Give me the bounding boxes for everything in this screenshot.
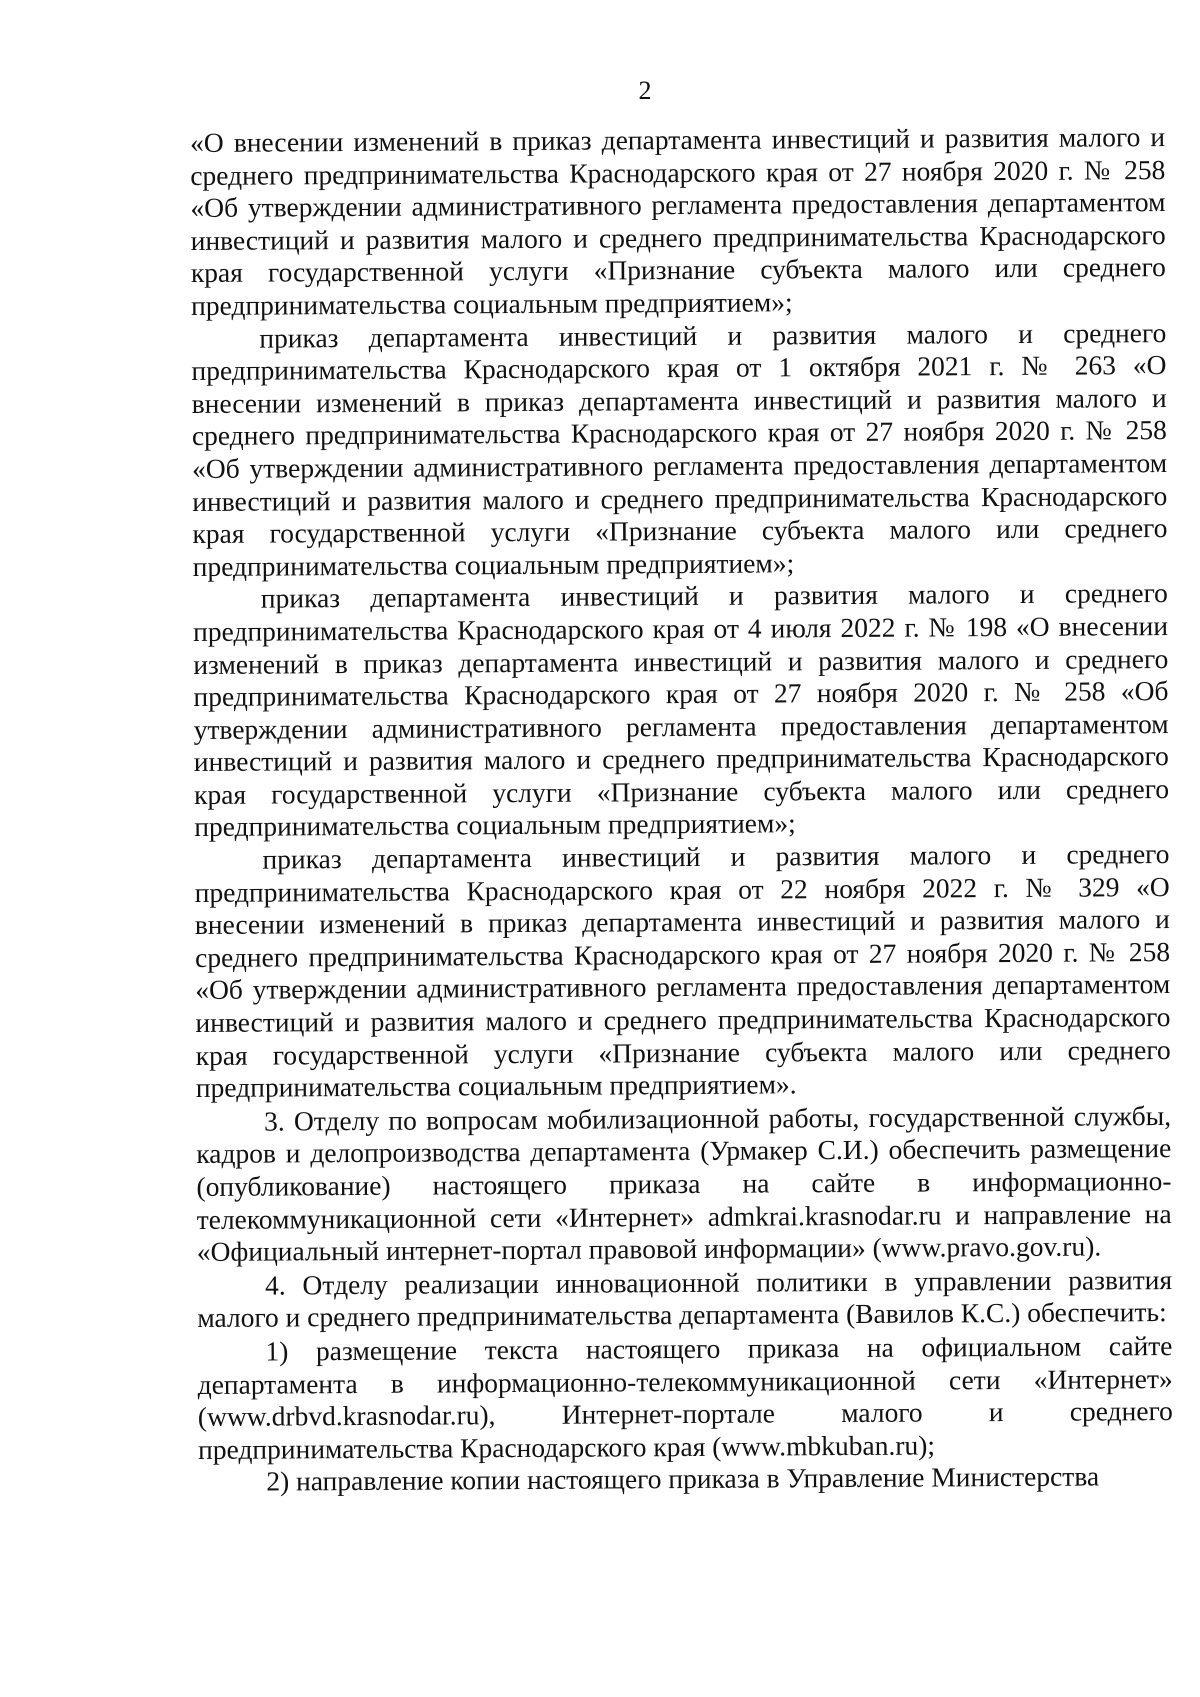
paragraph-continuation: «О внесении изменений в приказ департамента инвестиций и развития малого и среднего предпринимательства Краснодарского края от 27 ноября 2020 г. № 258 «Об утверждении административного регламента предоставления департаментом инвестиций и развития малого и среднего предпринимательства Краснодарского края государственной услуги «Признание субъекта малого или среднего предпринимательства социальным предприятием»; (190, 121, 1166, 321)
paragraph-item-3: 3. Отделу по вопросам мобилизационной работы, государственной службы, кадров и делопроизводства департамента (Урмакер С.И.) обеспечить размещение (опубликование) настоящего приказа на сайте в информационно-телекоммуникационной сети «Интернет» admkrai.krasnodar.ru и направление на «Официальный интернет-портал правовой информации» (www.pravo.gov.ru). (196, 1099, 1172, 1268)
page-number: 2 (638, 76, 652, 105)
paragraph-item-4: 4. Отделу реализации инновационной политики в управлении развития малого и среднего предпринимательства департамента (Вавилов К.С.) обеспечить: (197, 1263, 1173, 1334)
paragraph-subitem-1: 1) размещение текста настоящего приказа на официальном сайте департамента в информационно-телекоммуникационной сети «Интернет» (www.drbvd.krasnodar.ru), Интернет-портале малого и среднего предпринимательства Краснодарского края (www.mbkuban.ru); (197, 1329, 1173, 1465)
paragraph-order-263: приказ департамента инвестиций и развития малого и среднего предпринимательства Краснодарского края от 1 октября 2021 г. № 263 «О внесении изменений в приказ департамента инвестиций и развития малого и среднего предпринимательства Краснодарского края от 27 ноября 2020 г. № 258 «Об утверждении административного регламента предоставления департаментом инвестиций и развития малого и среднего предпринимательства Краснодарского края государственной услуги «Признание субъекта малого или среднего предпринимательства социальным предприятием»; (191, 316, 1168, 582)
paragraph-subitem-2: 2) направление копии настоящего приказа в Управление Министерства (266, 1460, 1100, 1497)
paragraph-order-198: приказ департамента инвестиций и развития малого и среднего предпринимательства Краснодарского края от 4 июля 2022 г. № 198 «О внесении изменений в приказ департамента инвестиций и развития малого и среднего предпринимательства Краснодарского края от 27 ноября 2020 г. № 258 «Об утверждении административного регламента предоставления департаментом инвестиций и развития малого и среднего предпринимательства Краснодарского края государственной услуги «Признание субъекта малого или среднего предпринимательства социальным предприятием»; (192, 577, 1170, 843)
document-body (190, 121, 1173, 1499)
paragraph-order-329: приказ департамента инвестиций и развития малого и среднего предпринимательства Краснодарского края от 22 ноября 2022 г. № 329 «О внесении изменений в приказ департамента инвестиций и развития малого и среднего предпринимательства Краснодарского края от 27 ноября 2020 г. № 258 «Об утверждении административного регламента предоставления департаментом инвестиций и развития малого и среднего предпринимательства Краснодарского края государственной услуги «Признание субъекта малого или среднего предпринимательства социальным предприятием». (194, 838, 1171, 1104)
